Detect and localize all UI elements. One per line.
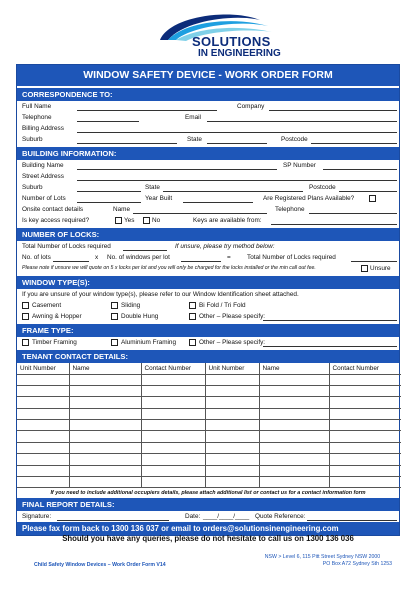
tenant-cell[interactable] [259, 374, 329, 385]
label-b-postcode: Postcode [309, 184, 336, 191]
awning-checkbox[interactable] [22, 313, 29, 320]
tenant-cell[interactable] [141, 374, 205, 385]
col-contact-number-2: Contact Number [329, 363, 401, 374]
tenant-cell[interactable] [69, 408, 141, 419]
logo-line1: SOLUTIONS [192, 34, 271, 49]
label-street: Street Address [22, 173, 64, 180]
tenant-cell[interactable] [259, 408, 329, 419]
table-row [17, 465, 401, 476]
tenant-cell[interactable] [141, 385, 205, 396]
tenant-cell[interactable] [17, 454, 69, 465]
section-locks: NUMBER OF LOCKS: [17, 228, 399, 241]
row-window-1 [17, 300, 399, 311]
label-windows-per-lot: No. of windows per lot [107, 254, 170, 261]
tenant-cell[interactable] [259, 454, 329, 465]
tenant-cell[interactable] [17, 397, 69, 408]
row-lock-calc [17, 252, 399, 263]
date-field[interactable]: ____/____/____ [203, 513, 250, 521]
page-footer [10, 554, 406, 576]
aluminium-checkbox[interactable] [111, 339, 118, 346]
key-yes-checkbox[interactable] [115, 217, 122, 224]
lock-note: Please note if unsure we will quote on 5 x locks per lot and you will only be charged for the locks installed or the min call out fee. [22, 265, 316, 271]
label-window-other: Other – Please specify: [199, 313, 266, 320]
onsite-name-field[interactable] [133, 213, 267, 214]
tenant-cell[interactable] [17, 477, 69, 488]
label-double-hung: Double Hung [121, 313, 159, 320]
row-onsite [17, 204, 399, 215]
tenant-cell[interactable] [17, 465, 69, 476]
label-sliding: Sliding [121, 302, 141, 309]
tenant-cell[interactable] [329, 420, 401, 431]
tenant-cell[interactable] [141, 465, 205, 476]
label-onsite: Onsite contact details [22, 206, 84, 213]
row-building-name [17, 160, 399, 171]
label-unsure: Unsure [370, 265, 391, 272]
row-b-suburb [17, 182, 399, 193]
label-year-built: Year Built [145, 195, 173, 202]
tenant-cell[interactable] [205, 408, 259, 419]
tenant-cell[interactable] [17, 408, 69, 419]
label-no: No [152, 217, 161, 224]
total-locks-field[interactable] [123, 250, 167, 251]
plans-checkbox[interactable] [369, 195, 376, 202]
company-field[interactable] [269, 110, 397, 111]
tenant-cell[interactable] [69, 385, 141, 396]
section-correspondence: CORRESPONDENCE TO: [17, 88, 399, 101]
tenant-cell[interactable] [205, 442, 259, 453]
col-name-2: Name [259, 363, 329, 374]
queries-text: Should you have any queries, please do not hesitate to call us on 1300 136 036 [62, 534, 354, 543]
timber-checkbox[interactable] [22, 339, 29, 346]
table-row [17, 420, 401, 431]
year-built-field[interactable] [183, 202, 253, 203]
label-total-locks2: Total Number of Locks required [247, 254, 336, 261]
tenant-cell[interactable] [205, 420, 259, 431]
tenant-cell[interactable] [329, 408, 401, 419]
tenant-cell[interactable] [205, 397, 259, 408]
footer-address-line1: NSW > Level 6, 115 Pitt Street Sydney NSW 2000 [264, 554, 381, 560]
col-unit-number-2: Unit Number [205, 363, 259, 374]
calc-lots-field[interactable] [53, 261, 89, 262]
tenant-cell[interactable] [329, 374, 401, 385]
additional-occupiers-note: If you need to include additional occupiers details, please attach additional list or contact us for a contact information form [50, 490, 366, 497]
row-frame [17, 337, 399, 348]
label-email: Email [185, 114, 201, 121]
tenant-cell[interactable] [259, 442, 329, 453]
tenant-cell[interactable] [329, 477, 401, 488]
tenant-cell[interactable] [69, 454, 141, 465]
tenant-cell[interactable] [259, 477, 329, 488]
work-order-form [16, 64, 400, 536]
label-b-state: State [145, 184, 160, 191]
row-lock-note [17, 263, 399, 274]
label-frame-other: Other – Please specify: [199, 339, 266, 346]
label-quote-ref: Quote Reference: [255, 513, 306, 521]
tenant-cell[interactable] [329, 442, 401, 453]
label-total-locks: Total Number of Locks required [22, 243, 111, 250]
building-name-field[interactable] [77, 169, 277, 170]
signature-field[interactable] [57, 520, 169, 521]
casement-checkbox[interactable] [22, 302, 29, 309]
row-telephone [17, 112, 399, 123]
company-logo [140, 10, 290, 62]
tenant-cell[interactable] [205, 431, 259, 442]
tenant-cell[interactable] [17, 374, 69, 385]
tenant-cell[interactable] [259, 465, 329, 476]
sliding-checkbox[interactable] [111, 302, 118, 309]
tenant-cell[interactable] [69, 374, 141, 385]
section-frame-type: FRAME TYPE: [17, 324, 399, 337]
tenant-cell[interactable] [69, 465, 141, 476]
sp-number-field[interactable] [323, 169, 397, 170]
tenant-cell[interactable] [141, 420, 205, 431]
label-bifold: Bi Fold / Tri Fold [199, 302, 246, 309]
row-full-name [17, 101, 399, 112]
table-row [17, 374, 401, 385]
tenant-cell[interactable] [205, 374, 259, 385]
postcode-field[interactable] [311, 143, 397, 144]
tenant-cell[interactable] [69, 442, 141, 453]
b-suburb-field[interactable] [77, 191, 141, 192]
tenant-cell[interactable] [205, 454, 259, 465]
tenant-cell[interactable] [69, 477, 141, 488]
tenant-cell[interactable] [259, 420, 329, 431]
label-telephone: Telephone [22, 114, 52, 121]
table-row [17, 442, 401, 453]
tenant-table [17, 363, 401, 488]
label-yes: Yes [124, 217, 135, 224]
key-no-checkbox[interactable] [143, 217, 150, 224]
section-final-report: FINAL REPORT DETAILS: [17, 498, 399, 511]
suburb-field[interactable] [77, 143, 177, 144]
full-name-field[interactable] [77, 110, 217, 111]
state-field[interactable] [207, 143, 267, 144]
tenant-cell[interactable] [329, 397, 401, 408]
tenant-cell[interactable] [259, 431, 329, 442]
tenant-cell[interactable] [141, 477, 205, 488]
lots-field[interactable] [77, 202, 141, 203]
fax-instructions: Please fax form back to 1300 136 037 or email to orders@solutionsinengineering.com [17, 522, 399, 535]
tenant-cell[interactable] [259, 385, 329, 396]
tenant-cell[interactable] [329, 465, 401, 476]
unsure-method-text: If unsure, please try method below: [175, 243, 275, 250]
label-suburb: Suburb [22, 136, 43, 143]
label-onsite-telephone: Telephone [275, 206, 305, 213]
label-postcode: Postcode [281, 136, 308, 143]
label-full-name: Full Name [22, 103, 52, 110]
label-building-name: Building Name [22, 162, 64, 169]
table-row [17, 385, 401, 396]
tenant-cell[interactable] [69, 420, 141, 431]
label-keys-from: Keys are available from: [193, 217, 262, 224]
email-field[interactable] [207, 121, 397, 122]
onsite-telephone-field[interactable] [309, 213, 397, 214]
label-times: x [95, 254, 99, 261]
tenant-cell[interactable] [141, 397, 205, 408]
tenant-cell[interactable] [141, 442, 205, 453]
label-date: Date: [185, 513, 201, 521]
row-lots [17, 193, 399, 204]
table-row [17, 454, 401, 465]
section-building: BUILDING INFORMATION: [17, 147, 399, 160]
footer-form-name: Child Safety Window Devices – Work Order Form V14 [34, 562, 166, 568]
tenant-cell[interactable] [329, 431, 401, 442]
bifold-checkbox[interactable] [189, 302, 196, 309]
table-row [17, 397, 401, 408]
section-window-types: WINDOW TYPE(S): [17, 276, 399, 289]
double-hung-checkbox[interactable] [111, 313, 118, 320]
calc-total-field[interactable] [351, 261, 397, 262]
label-awning: Awning & Hopper [32, 313, 82, 320]
tenant-cell[interactable] [141, 408, 205, 419]
window-other-field[interactable] [263, 320, 397, 321]
col-contact-number: Contact Number [141, 363, 205, 374]
logo-line2: IN ENGINEERING [198, 48, 281, 59]
table-row [17, 431, 401, 442]
window-intro: If you are unsure of your window type(s), please refer to our Window Identification sheet attached. [22, 291, 299, 298]
label-casement: Casement [32, 302, 62, 309]
quote-ref-field[interactable] [307, 520, 397, 521]
row-final [17, 511, 399, 522]
b-state-field[interactable] [163, 191, 303, 192]
tenant-cell[interactable] [17, 385, 69, 396]
tenant-cell[interactable] [17, 442, 69, 453]
windows-per-lot-field[interactable] [181, 261, 221, 262]
row-window-intro [17, 289, 399, 300]
label-equals: = [227, 254, 231, 261]
col-unit-number: Unit Number [17, 363, 69, 374]
billing-field[interactable] [77, 132, 397, 133]
row-total-locks [17, 241, 399, 252]
tenant-cell[interactable] [141, 431, 205, 442]
label-signature: Signature: [22, 513, 52, 521]
tenant-cell[interactable] [259, 397, 329, 408]
keys-from-field[interactable] [271, 224, 397, 225]
table-row [17, 408, 401, 419]
row-street [17, 171, 399, 182]
label-no-of-lots: No. of lots [22, 254, 51, 261]
tenant-cell[interactable] [329, 454, 401, 465]
b-postcode-field[interactable] [339, 191, 397, 192]
tenant-table-body [17, 374, 401, 488]
tenant-cell[interactable] [141, 454, 205, 465]
col-name: Name [69, 363, 141, 374]
row-window-2 [17, 311, 399, 322]
form-title: WINDOW SAFETY DEVICE - WORK ORDER FORM [17, 65, 399, 86]
tenant-cell[interactable] [69, 397, 141, 408]
tenant-cell[interactable] [205, 477, 259, 488]
label-plans: Are Registered Plans Available? [263, 195, 355, 202]
label-b-suburb: Suburb [22, 184, 43, 191]
label-company: Company [237, 103, 265, 110]
footer-address-line2: PO Box A72 Sydney Sth 1253 [322, 561, 392, 567]
tenant-cell[interactable] [17, 420, 69, 431]
label-lots: Number of Lots [22, 195, 66, 202]
frame-other-checkbox[interactable] [189, 339, 196, 346]
section-tenant: TENANT CONTACT DETAILS: [17, 350, 399, 363]
label-aluminium: Aluminium Framing [121, 339, 177, 346]
label-sp-number: SP Number [283, 162, 316, 169]
tenant-header-row [17, 363, 401, 374]
table-row [17, 477, 401, 488]
label-onsite-name: Name [113, 206, 131, 213]
unsure-checkbox[interactable] [361, 265, 368, 272]
row-key-access [17, 215, 399, 226]
label-key-access: Is key access required? [22, 217, 90, 224]
telephone-field[interactable] [77, 121, 139, 122]
tenant-cell[interactable] [69, 431, 141, 442]
row-billing [17, 123, 399, 134]
tenant-cell[interactable] [17, 431, 69, 442]
row-suburb [17, 134, 399, 145]
label-billing: Billing Address [22, 125, 64, 132]
label-timber: Timber Framing [32, 339, 77, 346]
tenant-cell[interactable] [205, 385, 259, 396]
window-other-checkbox[interactable] [189, 313, 196, 320]
street-field[interactable] [77, 180, 397, 181]
tenant-cell[interactable] [205, 465, 259, 476]
label-state: State [187, 136, 202, 143]
footer-address [265, 554, 392, 568]
tenant-cell[interactable] [329, 385, 401, 396]
frame-other-field[interactable] [263, 346, 397, 347]
